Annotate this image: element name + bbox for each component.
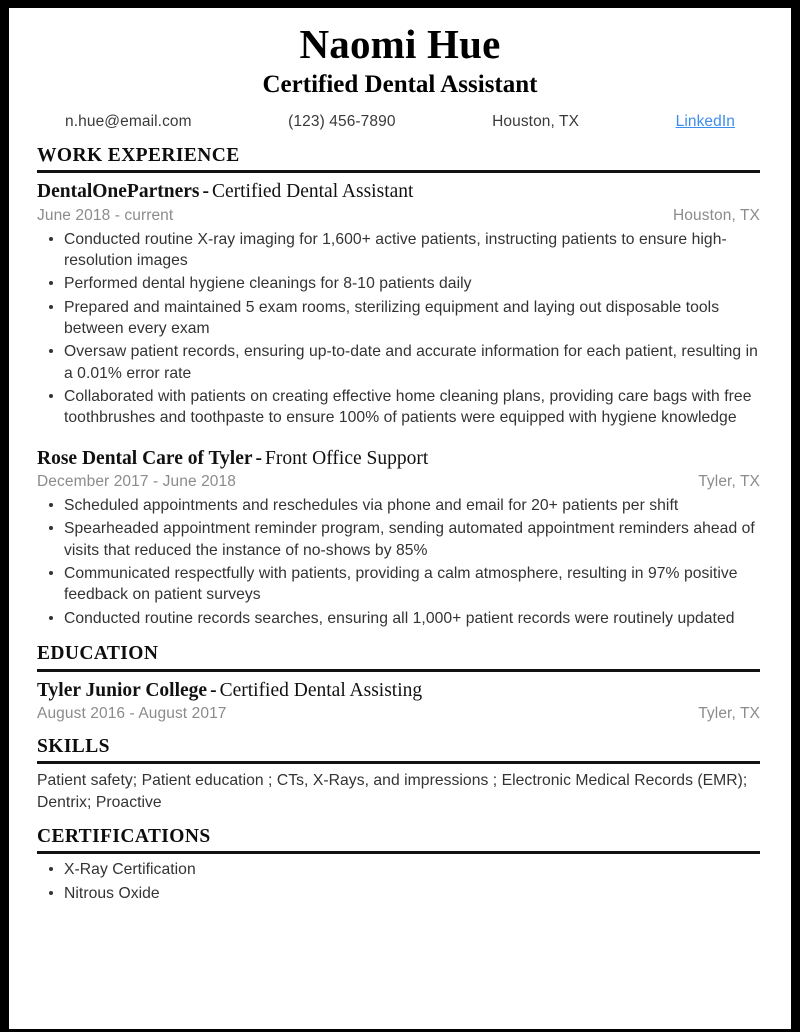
contact-phone: (123) 456-7890 — [288, 112, 396, 130]
work-entry-organization: Rose Dental Care of Tyler — [37, 447, 253, 469]
section-work-experience — [31, 145, 769, 629]
candidate-headline: Certified Dental Assistant — [262, 71, 538, 99]
work-entry — [37, 180, 760, 428]
section-heading-work-experience: WORK EXPERIENCE — [37, 145, 760, 173]
bullet-item: Collaborated with patients on creating effective home cleaning plans, providing care bags with free toothbrushes and toothpaste to ensure 100% of patients were equipped with hygiene knowledge — [37, 386, 760, 429]
section-heading-skills: SKILLS — [37, 736, 760, 764]
work-entry-bullets — [37, 229, 760, 429]
bullet-item: Performed dental hygiene cleanings for 8-10 patients daily — [37, 273, 760, 294]
resume-header — [31, 22, 769, 131]
bullet-item: Conducted routine X-ray imaging for 1,600+ active patients, instructing patients to ensure high-resolution images — [37, 229, 760, 272]
work-entry-role: Front Office Support — [265, 447, 429, 469]
bullet-item: Oversaw patient records, ensuring up-to-date and accurate information for each patient, resulting in a 0.01% error rate — [37, 341, 760, 384]
work-entry-dates: December 2017 - June 2018 — [37, 473, 236, 491]
work-entry-meta — [37, 473, 760, 491]
work-entry-role: Certified Dental Assistant — [211, 181, 414, 203]
work-entry-location: Houston, TX — [673, 206, 760, 224]
work-entry-separator: - — [202, 181, 209, 203]
contact-row — [65, 113, 735, 131]
contact-location: Houston, TX — [492, 112, 580, 130]
bullet-item: Spearheaded appointment reminder program, sending automated appointment reminders ahead of visits that reduced the instance of no-shows by 85% — [37, 518, 760, 561]
education-entry-meta — [37, 705, 760, 723]
contact-linkedin-link[interactable]: LinkedIn — [675, 112, 735, 130]
bullet-item: X-Ray Certification — [37, 859, 760, 880]
bullet-item: Nitrous Oxide — [37, 883, 760, 904]
work-entry — [37, 447, 760, 629]
section-certifications — [31, 826, 769, 904]
resume-page — [9, 8, 791, 1029]
work-entry-organization: DentalOnePartners — [37, 181, 200, 203]
certifications-list — [37, 859, 760, 904]
skills-list-text: Patient safety; Patient education ; CTs, X-Rays, and impressions ; Electronic Medical Records (EMR); Dentrix; Proactive — [37, 772, 748, 811]
education-entry-dates: August 2016 - August 2017 — [37, 704, 227, 722]
bullet-item: Communicated respectfully with patients, providing a calm atmosphere, resulting in 97% positive feedback on patient surveys — [37, 563, 760, 606]
section-heading-certifications: CERTIFICATIONS — [37, 826, 760, 854]
work-entry-heading — [37, 447, 760, 470]
candidate-name: Naomi Hue — [299, 21, 501, 67]
work-entry-bullets — [37, 495, 760, 629]
section-education — [31, 643, 769, 723]
work-entry-location: Tyler, TX — [698, 473, 760, 491]
work-entry-meta — [37, 207, 760, 225]
education-entry-institution: Tyler Junior College — [37, 679, 208, 701]
contact-email[interactable]: n.hue@email.com — [65, 112, 192, 130]
work-entry-heading — [37, 180, 760, 203]
bullet-item: Prepared and maintained 5 exam rooms, sterilizing equipment and laying out disposable tools between every exam — [37, 297, 760, 340]
education-entry-program: Certified Dental Assisting — [219, 679, 423, 701]
work-entry-separator: - — [255, 447, 263, 469]
education-entry — [37, 679, 760, 723]
section-heading-education: EDUCATION — [37, 643, 760, 671]
education-entry-separator: - — [210, 679, 217, 701]
work-entry-dates: June 2018 - current — [37, 206, 174, 224]
education-entry-heading — [37, 679, 760, 702]
bullet-item: Conducted routine records searches, ensuring all 1,000+ patient records were routinely updated — [37, 608, 760, 629]
section-skills — [31, 736, 769, 813]
education-entry-location: Tyler, TX — [698, 704, 760, 722]
bullet-item: Scheduled appointments and reschedules via phone and email for 20+ patients per shift — [37, 495, 760, 516]
